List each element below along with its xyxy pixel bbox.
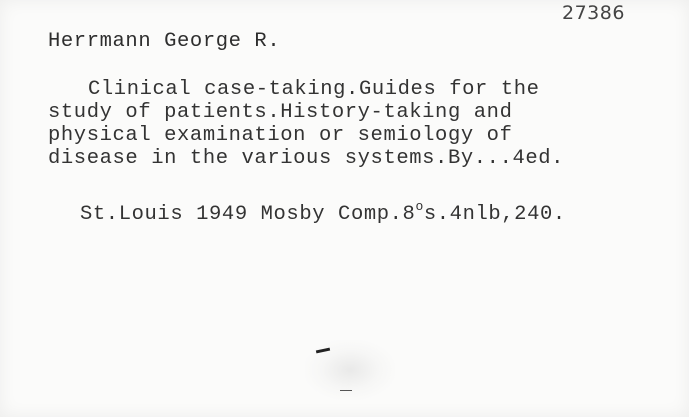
imprint-line	[80, 199, 566, 226]
card-number: 27386	[562, 2, 625, 24]
title-line: physical examination or semiology of	[48, 124, 513, 147]
title-line: disease in the various systems.By...4ed.	[48, 147, 565, 170]
title-line: study of patients.History-taking and	[48, 101, 513, 124]
title-line: Clinical case-taking.Guides for the	[88, 78, 540, 101]
author-heading: Herrmann George R.	[48, 30, 281, 53]
imprint-text-end: s.4nlb,240.	[423, 203, 566, 226]
title-paragraph	[48, 78, 564, 170]
imprint-superscript: o	[415, 199, 424, 214]
imprint-text: St.Louis 1949 Mosby Comp.8	[80, 203, 416, 226]
ink-mark	[340, 390, 352, 391]
